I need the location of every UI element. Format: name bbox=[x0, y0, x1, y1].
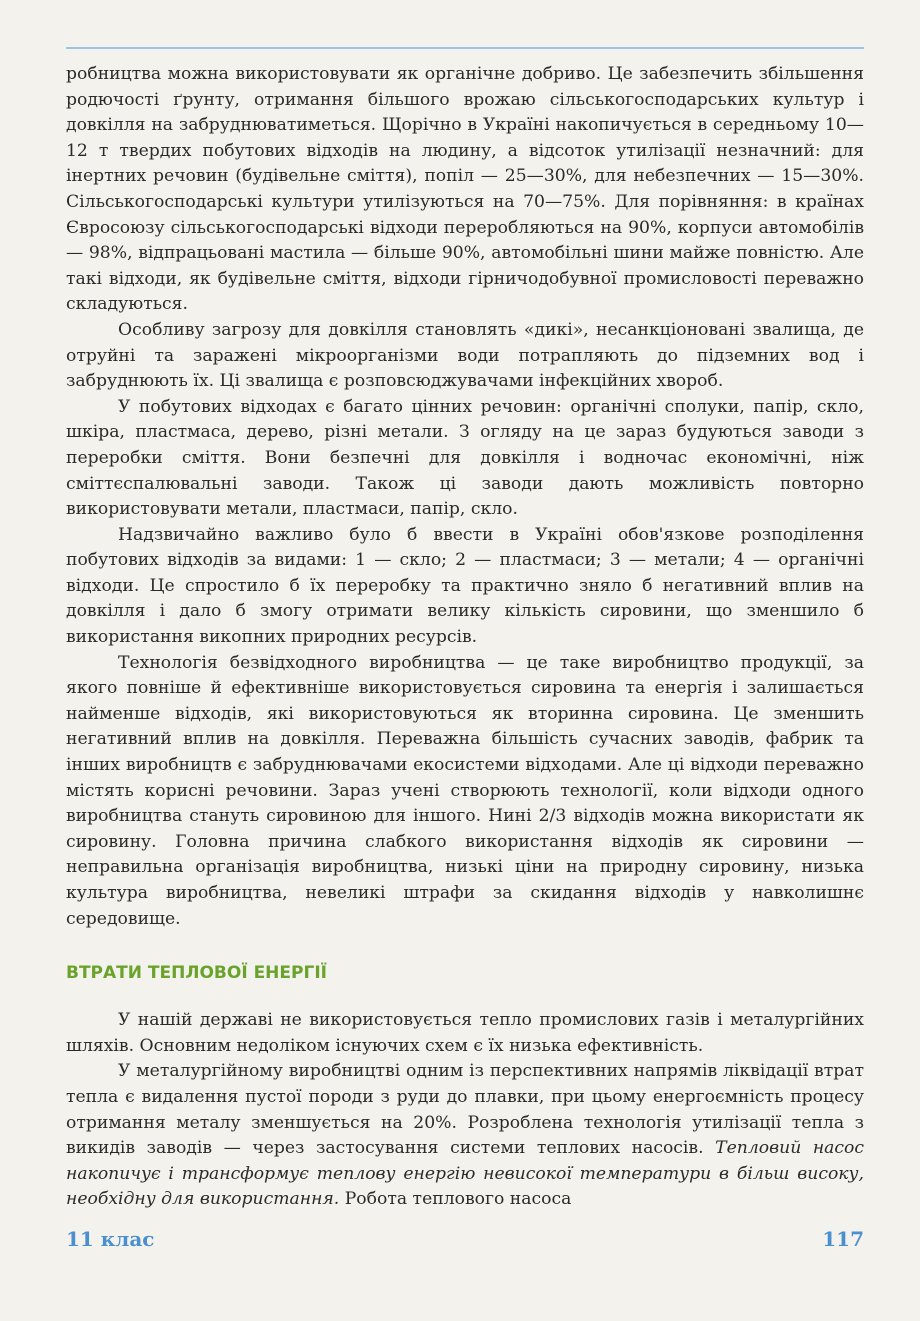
paragraph-waste-statistics: робництва можна використовувати як органічне добриво. Це забезпечить збільшення родючості ґрунту, отримання більшого врожаю сільськогосподарських культур і довкілля на забруднюватиметься. Щорічно в Україні накопичується в середньому 10—12 т твердих побутових відходів на людину, а відсоток утилізації незначний: для інертних речовин (будівельне сміття), попіл — 25—30%, для небезпечних — 15—30%. Сільськогосподарські культури утилізуються на 70—75%. Для порівняння: в країнах Євросоюзу сільськогосподарські відходи переробляються на 90%, корпуси автомобілів — 98%, відпрацьовані мастила — більше 90%, автомобільні шини майже повністю. Але такі відходи, як будівельне сміття, відходи гірничодобувної промисловості переважно складуються. bbox=[66, 64, 864, 315]
paragraph-heat-pump bbox=[66, 1059, 864, 1213]
footer-grade: 11 клас bbox=[66, 1227, 155, 1251]
page-number: 117 bbox=[822, 1227, 864, 1251]
paragraph-heat-loss: У нашій державі не використовується тепло промислових газів і металургійних шляхів. Основним недоліком існуючих схем є їх низька ефективність. bbox=[66, 1010, 864, 1056]
paragraph-household-waste: У побутових відходах є багато цінних речовин: органічні сполуки, папір, скло, шкіра, пластмаса, дерево, різні метали. З огляду на це зараз будуються заводи з переробки сміття. Вони безпечні для довкілля і водночас економічні, ніж сміттєспалювальні заводи. Також ці заводи дають можливість повторно використовувати метали, пластмаси, папір, скло. bbox=[66, 396, 864, 520]
paragraph-wasteless-technology: Технологія безвідходного виробництва — це таке виробництво продукції, за якого повніше й ефективніше використовується сировина та енергія і залишається найменше відходів, які використовуються як вторинна сировина. Це зменшить негативний вплив на довкілля. Переважна більшість сучасних заводів, фабрик та інших виробництв є забруднювачами екосистеми відходами. Але ці відходи переважно містять корисні речовини. Зараз учені створюють технології, коли відходи одного виробництва стануть сировиною для іншого. Нині 2/3 відходів можна використати як сировину. Головна причина слабкого використання відходів як сировини — неправильна організація виробництва, низькі ціни на природну сировину, низька культура виробництва, невеликі штрафи за скидання відходів у навколишнє середовище. bbox=[66, 652, 864, 929]
header-rule bbox=[66, 47, 864, 49]
section-heading: ВТРАТИ ТЕПЛОВОЇ ЕНЕРГІЇ bbox=[66, 963, 327, 984]
heat-pump-text-start: У металургійному виробництві одним із перспективних напрямів ліквідації втрат тепла є видалення пустої породи з руди до плавки, при цьому енергоємність процесу отримання металу зменшується на 20%. Розроблена технологія утилізації тепла з викидів заводів — через застосування системи теплових насосів. bbox=[66, 1061, 864, 1159]
paragraph-waste-sorting: Надзвичайно важливо було б ввести в Україні обов'язкове розподілення побутових відходів за видами: 1 — скло; 2 — пластмаси; 3 — метали; 4 — органічні відходи. Це спростило б їх переробку та практично зняло б негативний вплив на довкілля і дало б змогу отримати велику кількість сировини, що зменшило б використання викопних природних ресурсів. bbox=[66, 524, 864, 648]
heat-pump-text-end: Робота теплового насоса bbox=[339, 1189, 572, 1210]
page-content bbox=[66, 62, 864, 1213]
heat-pump-definition: Тепловий насос накопичує і трансформує теплову енергію невисокої температури в більш високу, необхідну для використання. bbox=[66, 1138, 864, 1210]
paragraph-wild-dumps: Особливу загрозу для довкілля становлять «дикі», несанкціоновані звалища, де отруйні та заражені мікроорганізми води потрапляють до підземних вод і забруднюють їх. Ці звалища є розповсюджувачами інфекційних хвороб. bbox=[66, 319, 864, 392]
